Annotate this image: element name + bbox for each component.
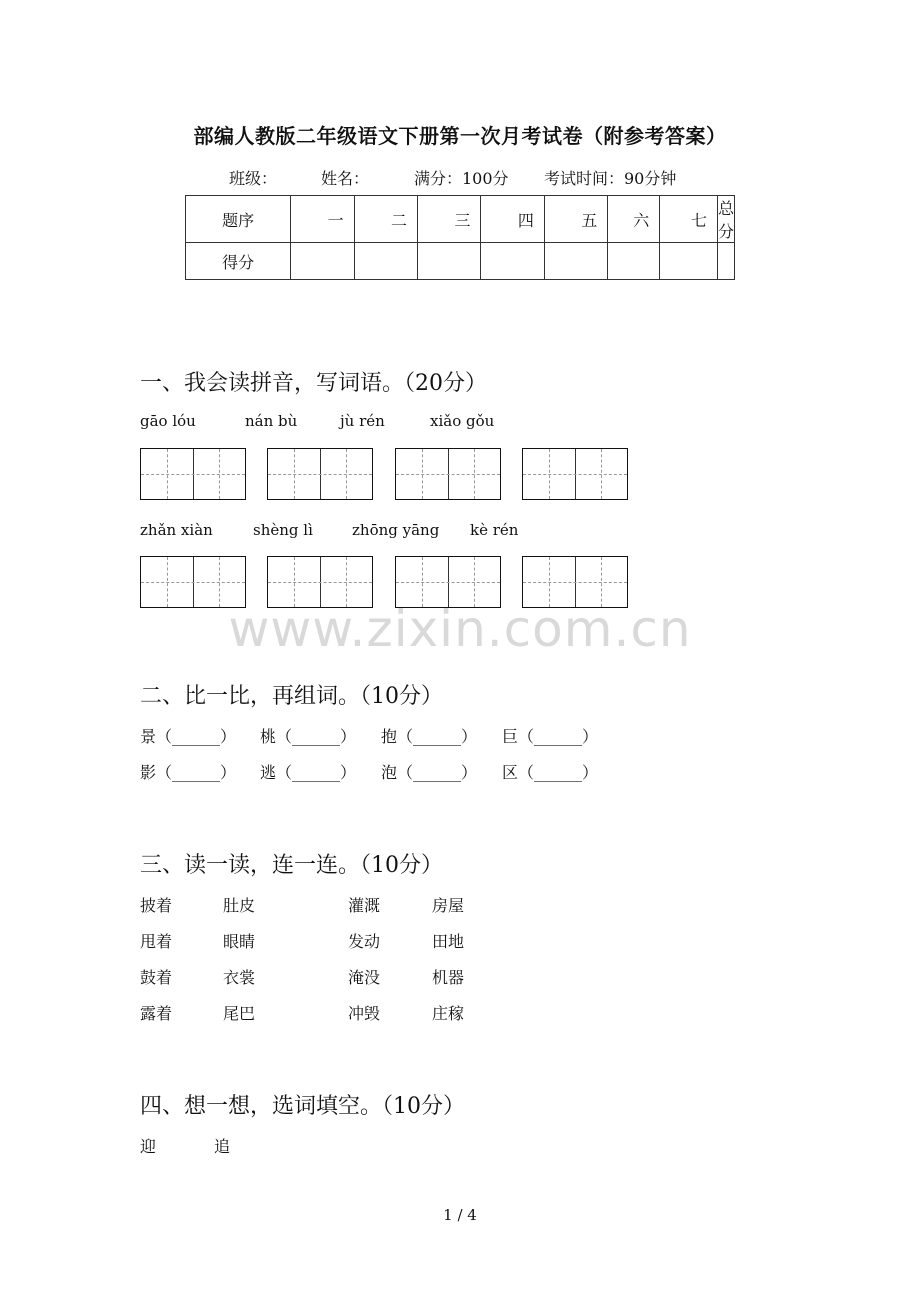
match-word: 灌溉 xyxy=(348,896,381,915)
match-word: 甩着 xyxy=(140,932,173,951)
writing-grid[interactable] xyxy=(267,448,373,500)
name-label: 姓名： xyxy=(321,169,370,188)
score-table-header-row xyxy=(186,196,735,243)
choice-word: 追 xyxy=(214,1137,231,1156)
match-word: 肚皮 xyxy=(223,896,256,915)
section1-heading: 一、我会读拼音，写词语。（20分） xyxy=(140,371,487,396)
header-cell: 题序 xyxy=(186,196,291,243)
writing-grid[interactable] xyxy=(395,448,501,500)
match-word: 庄稼 xyxy=(432,1004,465,1023)
word-blank[interactable]: 逃（______） xyxy=(260,763,357,782)
pinyin: xiǎo gǒu xyxy=(430,412,495,430)
header-cell: 一 xyxy=(291,196,354,243)
score-cell[interactable] xyxy=(660,243,718,280)
header-cell: 二 xyxy=(354,196,417,243)
word-blank[interactable]: 抱（______） xyxy=(381,727,478,746)
pinyin: gāo lóu xyxy=(140,412,196,430)
exam-title: 部编人教版二年级语文下册第一次月考试卷（附参考答案） xyxy=(193,124,727,148)
score-cell[interactable] xyxy=(291,243,354,280)
match-word: 田地 xyxy=(432,932,465,951)
word-blank[interactable]: 泡（______） xyxy=(381,763,478,782)
match-word: 尾巴 xyxy=(223,1004,256,1023)
header-cell: 七 xyxy=(660,196,718,243)
match-word: 机器 xyxy=(432,968,465,987)
score-cell[interactable] xyxy=(717,243,734,280)
word-blank[interactable]: 桃（______） xyxy=(260,727,357,746)
section4-heading: 四、想一想，选词填空。（10分） xyxy=(140,1094,465,1119)
match-word: 发动 xyxy=(348,932,381,951)
exam-time: 考试时间：90分钟 xyxy=(544,169,677,188)
header-cell: 总分 xyxy=(717,196,734,243)
match-word: 衣裳 xyxy=(223,968,256,987)
match-word: 眼睛 xyxy=(223,932,256,951)
match-word: 冲毁 xyxy=(348,1004,381,1023)
match-word: 鼓着 xyxy=(140,968,173,987)
score-cell[interactable] xyxy=(544,243,607,280)
row-label: 得分 xyxy=(186,243,291,280)
header-cell: 三 xyxy=(418,196,481,243)
pinyin: kè rén xyxy=(470,521,519,539)
page-number: 1 / 4 xyxy=(443,1206,477,1224)
writing-grid[interactable] xyxy=(522,448,628,500)
score-cell[interactable] xyxy=(481,243,544,280)
score-table-score-row xyxy=(186,243,735,280)
match-word: 房屋 xyxy=(432,896,465,915)
score-cell[interactable] xyxy=(354,243,417,280)
match-word: 露着 xyxy=(140,1004,173,1023)
match-word: 披着 xyxy=(140,896,173,915)
pinyin: zhǎn xiàn xyxy=(140,521,213,539)
full-score: 满分：100分 xyxy=(414,169,509,188)
word-blank[interactable]: 区（______） xyxy=(502,763,599,782)
match-word: 淹没 xyxy=(348,968,381,987)
score-cell[interactable] xyxy=(418,243,481,280)
section3-heading: 三、读一读，连一连。（10分） xyxy=(140,853,443,878)
header-cell: 五 xyxy=(544,196,607,243)
pinyin: shèng lì xyxy=(253,521,313,539)
header-cell: 四 xyxy=(481,196,544,243)
pinyin: zhōng yāng xyxy=(352,521,440,539)
score-table xyxy=(185,195,735,280)
word-blank[interactable]: 影（______） xyxy=(140,763,237,782)
class-label: 班级： xyxy=(229,169,278,188)
section2-heading: 二、比一比，再组词。（10分） xyxy=(140,684,443,709)
word-blank[interactable]: 巨（______） xyxy=(502,727,599,746)
pinyin: jù rén xyxy=(340,412,385,430)
watermark: www.zixin.com.cn xyxy=(228,600,692,658)
choice-word: 迎 xyxy=(140,1137,157,1156)
writing-grid[interactable] xyxy=(140,448,246,500)
header-cell: 六 xyxy=(608,196,660,243)
score-cell[interactable] xyxy=(608,243,660,280)
word-blank[interactable]: 景（______） xyxy=(140,727,237,746)
pinyin: nán bù xyxy=(245,412,298,430)
